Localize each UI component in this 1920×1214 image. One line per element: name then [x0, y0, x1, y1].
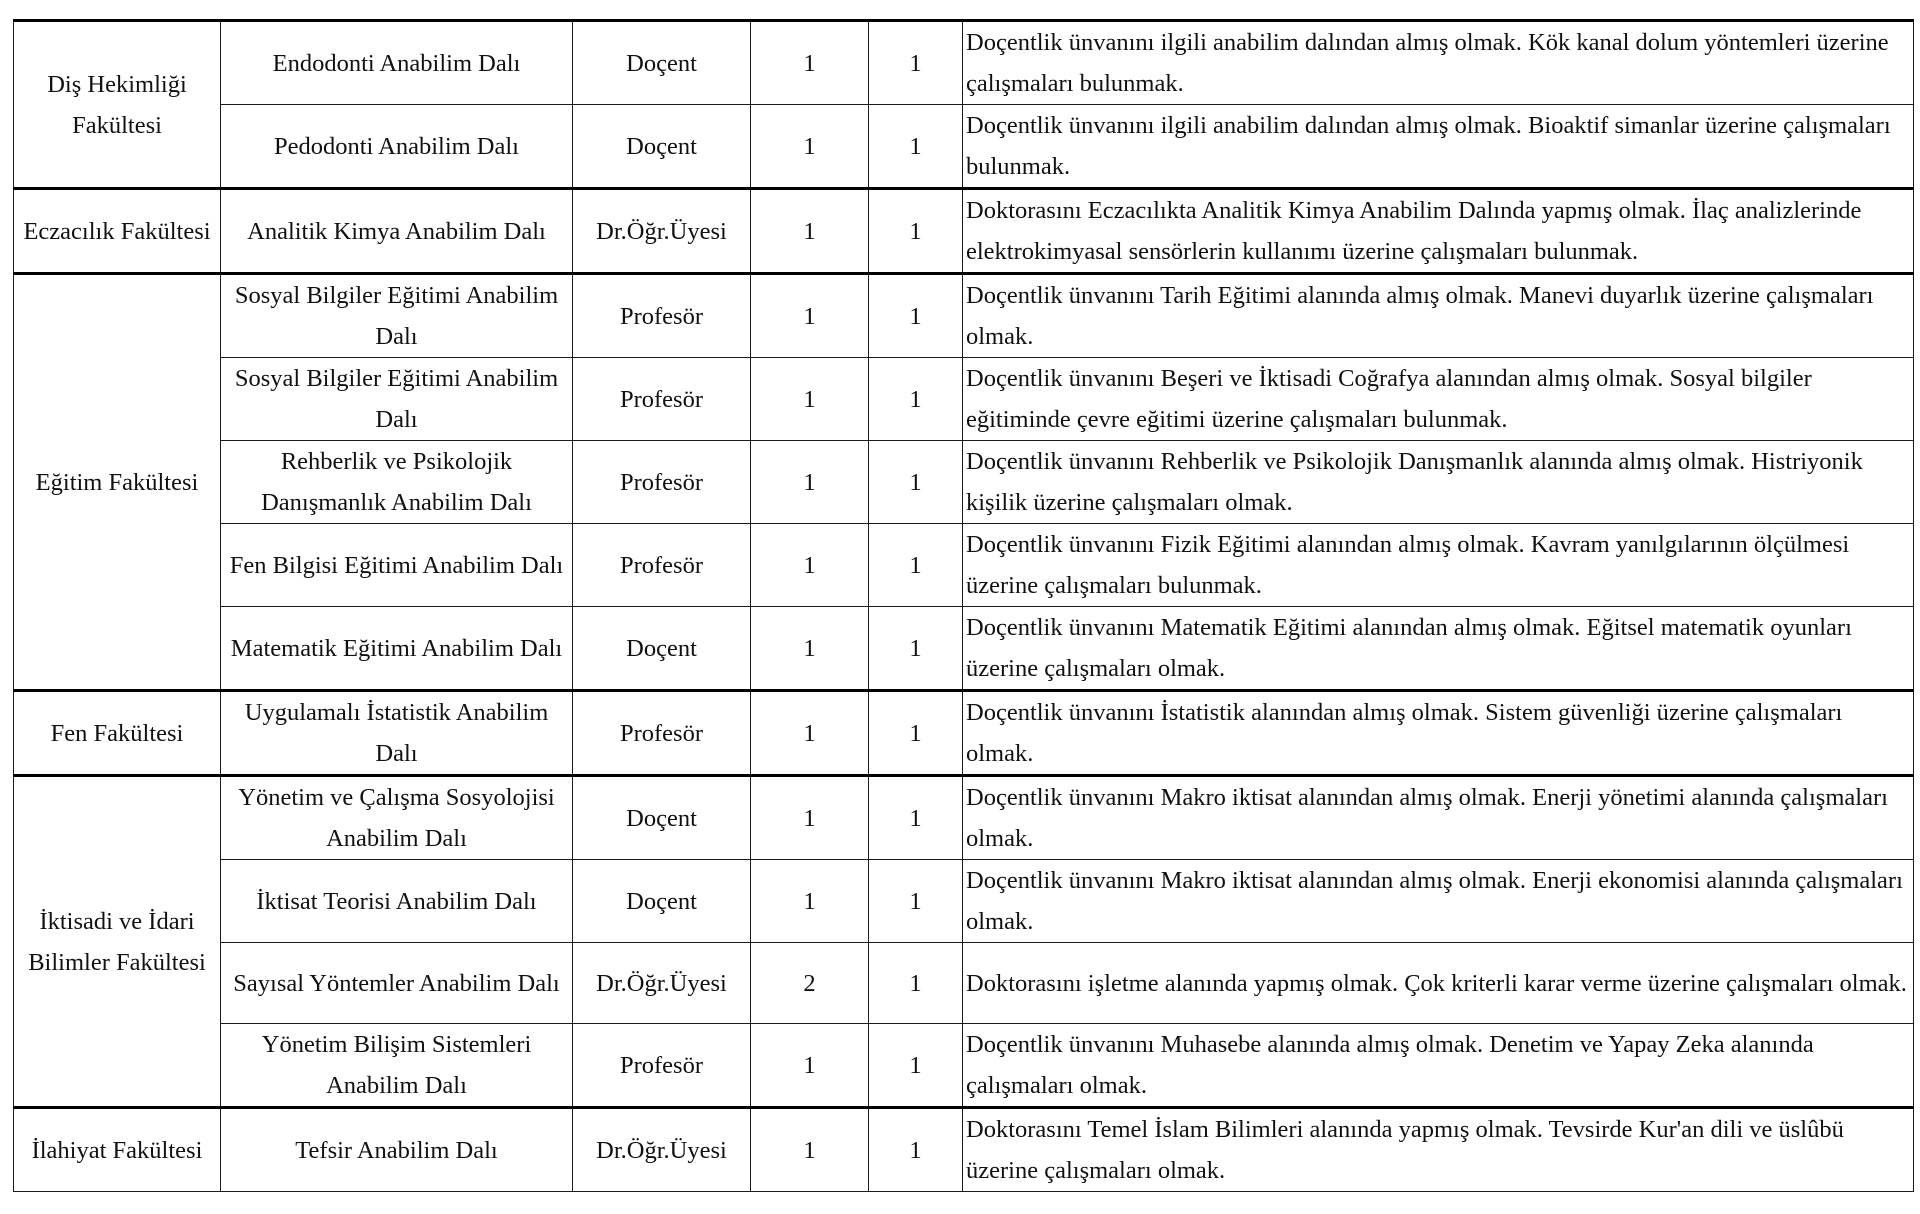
requirement-cell: Doçentlik ünvanını ilgili anabilim dalından almış olmak. Bioaktif simanlar üzerine çalışmaları bulunmak. — [963, 105, 1914, 189]
department-cell: İktisat Teorisi Anabilim Dalı — [221, 860, 573, 943]
title-cell: Profesör — [573, 524, 751, 607]
requirement-cell: Doçentlik ünvanını Beşeri ve İktisadi Coğrafya alanından almış olmak. Sosyal bilgiler eğitiminde çevre eğitimi üzerine çalışmaları bulunmak. — [963, 358, 1914, 441]
table-row — [14, 607, 1914, 691]
count2-cell: 1 — [869, 1108, 963, 1192]
count2-cell: 1 — [869, 358, 963, 441]
requirement-cell: Doktorasını Eczacılıkta Analitik Kimya Anabilim Dalında yapmış olmak. İlaç analizlerinde elektrokimyasal sensörlerin kullanımı üzerine çalışmaları bulunmak. — [963, 189, 1914, 274]
table-row — [14, 524, 1914, 607]
title-cell: Profesör — [573, 441, 751, 524]
table-row — [14, 1108, 1914, 1192]
faculty-cell: İktisadi ve İdari Bilimler Fakültesi — [14, 776, 221, 1108]
title-cell: Dr.Öğr.Üyesi — [573, 943, 751, 1024]
requirement-cell: Doçentlik ünvanını Matematik Eğitimi alanından almış olmak. Eğitsel matematik oyunları üzerine çalışmaları olmak. — [963, 607, 1914, 691]
title-cell: Dr.Öğr.Üyesi — [573, 189, 751, 274]
title-cell: Doçent — [573, 105, 751, 189]
faculty-cell: Eczacılık Fakültesi — [14, 189, 221, 274]
count2-cell: 1 — [869, 1024, 963, 1108]
count-cell: 1 — [751, 358, 869, 441]
requirement-cell: Doçentlik ünvanını Makro iktisat alanından almış olmak. Enerji yönetimi alanında çalışmaları olmak. — [963, 776, 1914, 860]
count2-cell: 1 — [869, 274, 963, 358]
requirement-cell: Doçentlik ünvanını Muhasebe alanında almış olmak. Denetim ve Yapay Zeka alanında çalışmaları olmak. — [963, 1024, 1914, 1108]
table-row — [14, 776, 1914, 860]
count-cell: 2 — [751, 943, 869, 1024]
table-row — [14, 358, 1914, 441]
count-cell: 1 — [751, 274, 869, 358]
count2-cell: 1 — [869, 105, 963, 189]
title-cell: Profesör — [573, 358, 751, 441]
count-cell: 1 — [751, 607, 869, 691]
count2-cell: 1 — [869, 607, 963, 691]
count-cell: 1 — [751, 1108, 869, 1192]
count2-cell: 1 — [869, 189, 963, 274]
count-cell: 1 — [751, 524, 869, 607]
count-cell: 1 — [751, 441, 869, 524]
department-cell: Uygulamalı İstatistik Anabilim Dalı — [221, 691, 573, 776]
table-row — [14, 943, 1914, 1024]
department-cell: Sayısal Yöntemler Anabilim Dalı — [221, 943, 573, 1024]
department-cell: Analitik Kimya Anabilim Dalı — [221, 189, 573, 274]
count2-cell: 1 — [869, 524, 963, 607]
table-row — [14, 21, 1914, 105]
title-cell: Profesör — [573, 1024, 751, 1108]
faculty-cell: İlahiyat Fakültesi — [14, 1108, 221, 1192]
requirement-cell: Doçentlik ünvanını ilgili anabilim dalından almış olmak. Kök kanal dolum yöntemleri üzerine çalışmaları bulunmak. — [963, 21, 1914, 105]
requirement-cell: Doçentlik ünvanını Makro iktisat alanından almış olmak. Enerji ekonomisi alanında çalışmaları olmak. — [963, 860, 1914, 943]
department-cell: Pedodonti Anabilim Dalı — [221, 105, 573, 189]
table-row — [14, 189, 1914, 274]
faculty-cell: Diş Hekimliği Fakültesi — [14, 21, 221, 189]
count-cell: 1 — [751, 691, 869, 776]
count2-cell: 1 — [869, 943, 963, 1024]
count-cell: 1 — [751, 21, 869, 105]
table-row — [14, 860, 1914, 943]
faculty-cell: Eğitim Fakültesi — [14, 274, 221, 691]
count-cell: 1 — [751, 860, 869, 943]
department-cell: Matematik Eğitimi Anabilim Dalı — [221, 607, 573, 691]
faculty-cell: Fen Fakültesi — [14, 691, 221, 776]
count-cell: 1 — [751, 189, 869, 274]
requirement-cell: Doçentlik ünvanını Tarih Eğitimi alanında almış olmak. Manevi duyarlık üzerine çalışmaları olmak. — [963, 274, 1914, 358]
count2-cell: 1 — [869, 860, 963, 943]
requirement-cell: Doktorasını Temel İslam Bilimleri alanında yapmış olmak. Tevsirde Kur'an dili ve üslûbü üzerine çalışmaları olmak. — [963, 1108, 1914, 1192]
count2-cell: 1 — [869, 776, 963, 860]
count-cell: 1 — [751, 1024, 869, 1108]
title-cell: Doçent — [573, 860, 751, 943]
department-cell: Yönetim ve Çalışma Sosyolojisi Anabilim Dalı — [221, 776, 573, 860]
department-cell: Yönetim Bilişim Sistemleri Anabilim Dalı — [221, 1024, 573, 1108]
table-row — [14, 691, 1914, 776]
requirement-cell: Doçentlik ünvanını İstatistik alanından almış olmak. Sistem güvenliği üzerine çalışmaları olmak. — [963, 691, 1914, 776]
title-cell: Doçent — [573, 607, 751, 691]
title-cell: Profesör — [573, 274, 751, 358]
department-cell: Tefsir Anabilim Dalı — [221, 1108, 573, 1192]
title-cell: Doçent — [573, 21, 751, 105]
title-cell: Profesör — [573, 691, 751, 776]
department-cell: Sosyal Bilgiler Eğitimi Anabilim Dalı — [221, 274, 573, 358]
table-row — [14, 441, 1914, 524]
department-cell: Rehberlik ve Psikolojik Danışmanlık Anabilim Dalı — [221, 441, 573, 524]
title-cell: Dr.Öğr.Üyesi — [573, 1108, 751, 1192]
count2-cell: 1 — [869, 441, 963, 524]
requirement-cell: Doktorasını işletme alanında yapmış olmak. Çok kriterli karar verme üzerine çalışmaları olmak. — [963, 943, 1914, 1024]
count-cell: 1 — [751, 105, 869, 189]
staff-requirements-table — [13, 19, 1914, 1192]
count2-cell: 1 — [869, 21, 963, 105]
requirement-cell: Doçentlik ünvanını Fizik Eğitimi alanından almış olmak. Kavram yanılgılarının ölçülmesi üzerine çalışmaları bulunmak. — [963, 524, 1914, 607]
table-row — [14, 274, 1914, 358]
department-cell: Sosyal Bilgiler Eğitimi Anabilim Dalı — [221, 358, 573, 441]
table-row — [14, 1024, 1914, 1108]
count2-cell: 1 — [869, 691, 963, 776]
department-cell: Fen Bilgisi Eğitimi Anabilim Dalı — [221, 524, 573, 607]
department-cell: Endodonti Anabilim Dalı — [221, 21, 573, 105]
title-cell: Doçent — [573, 776, 751, 860]
count-cell: 1 — [751, 776, 869, 860]
requirement-cell: Doçentlik ünvanını Rehberlik ve Psikolojik Danışmanlık alanında almış olmak. Histriyonik kişilik üzerine çalışmaları olmak. — [963, 441, 1914, 524]
table-row — [14, 105, 1914, 189]
